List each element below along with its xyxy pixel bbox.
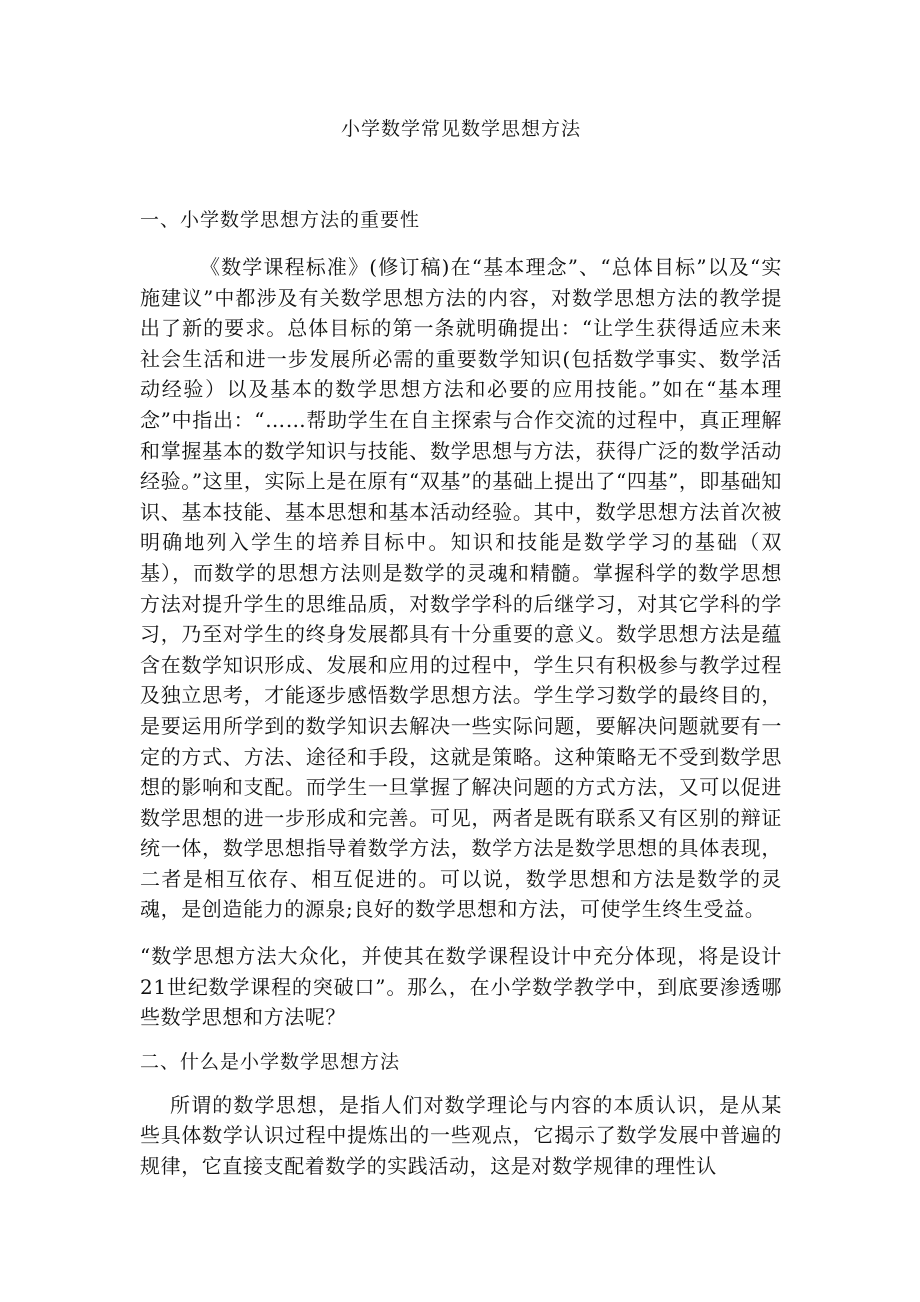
section-1-paragraph-2: “数学思想方法大众化，并使其在数学课程设计中充分体现，将是设计21世纪数学课程的突破口”。那么，在小学数学教学中，到底要渗透哪些数学思想和方法呢？: [140, 944, 782, 1030]
document-title: 小学数学常见数学思想方法: [340, 118, 581, 140]
section-2-paragraph-1: 所谓的数学思想，是指人们对数学理论与内容的本质认识，是从某些具体数学认识过程中提炼出的一些观点，它揭示了数学发展中普遍的规律，它直接支配着数学的实践活动，这是对数学规律的理性认: [140, 1092, 782, 1179]
section-2-heading: 二、什么是小学数学思想方法: [140, 1050, 401, 1073]
section-1-heading: 一、小学数学思想方法的重要性: [140, 209, 421, 231]
section-1-paragraph-1: 《数学课程标准》(修订稿)在“基本理念”、“总体目标”以及“实施建议”中都涉及有关数学思想方法的内容，对数学思想方法的教学提出了新的要求。总体目标的第一条就明确提出：“让学生获得适应未来社会生活和进一步发展所必需的重要数学知识(包括数学事实、数学活动经验）以及基本的数学思想方法和必要的应用技能。”如在“基本理念”中指出：“……帮助学生在自主探索与合作交流的过程中，真正理解和掌握基本的数学知识与技能、数学思想与方法，获得广泛的数学活动经验。”这里，实际上是在原有“双基”的基础上提出了“四基”，即基础知识、基本技能、基本思想和基本活动经验。其中，数学思想方法首次被明确地列入学生的培养目标中。知识和技能是数学学习的基础（双基），而数学的思想方法则是数学的灵魂和精髓。掌握科学的数学思想方法对提升学生的思维品质，对数学学科的后继学习，对其它学科的学习，乃至对学生的终身发展都具有十分重要的意义。数学思想方法是蕴含在数学知识形成、发展和应用的过程中，学生只有积极参与教学过程及独立思考，才能逐步感悟数学思想方法。学生学习数学的最终目的，是要运用所学到的数学知识去解决一些实际问题，要解决问题就要有一定的方式、方法、途径和手段，这就是策略。这种策略无不受到数学思想的影响和支配。而学生一旦掌握了解决问题的方式方法，又可以促进数学思想的进一步形成和完善。可见，两者是既有联系又有区别的辩证统一体，数学思想指导着数学方法，数学方法是数学思想的具体表现，二者是相互依存、相互促进的。可以说，数学思想和方法是数学的灵魂，是创造能力的源泉;良好的数学思想和方法，可使学生终生受益。: [140, 255, 782, 922]
